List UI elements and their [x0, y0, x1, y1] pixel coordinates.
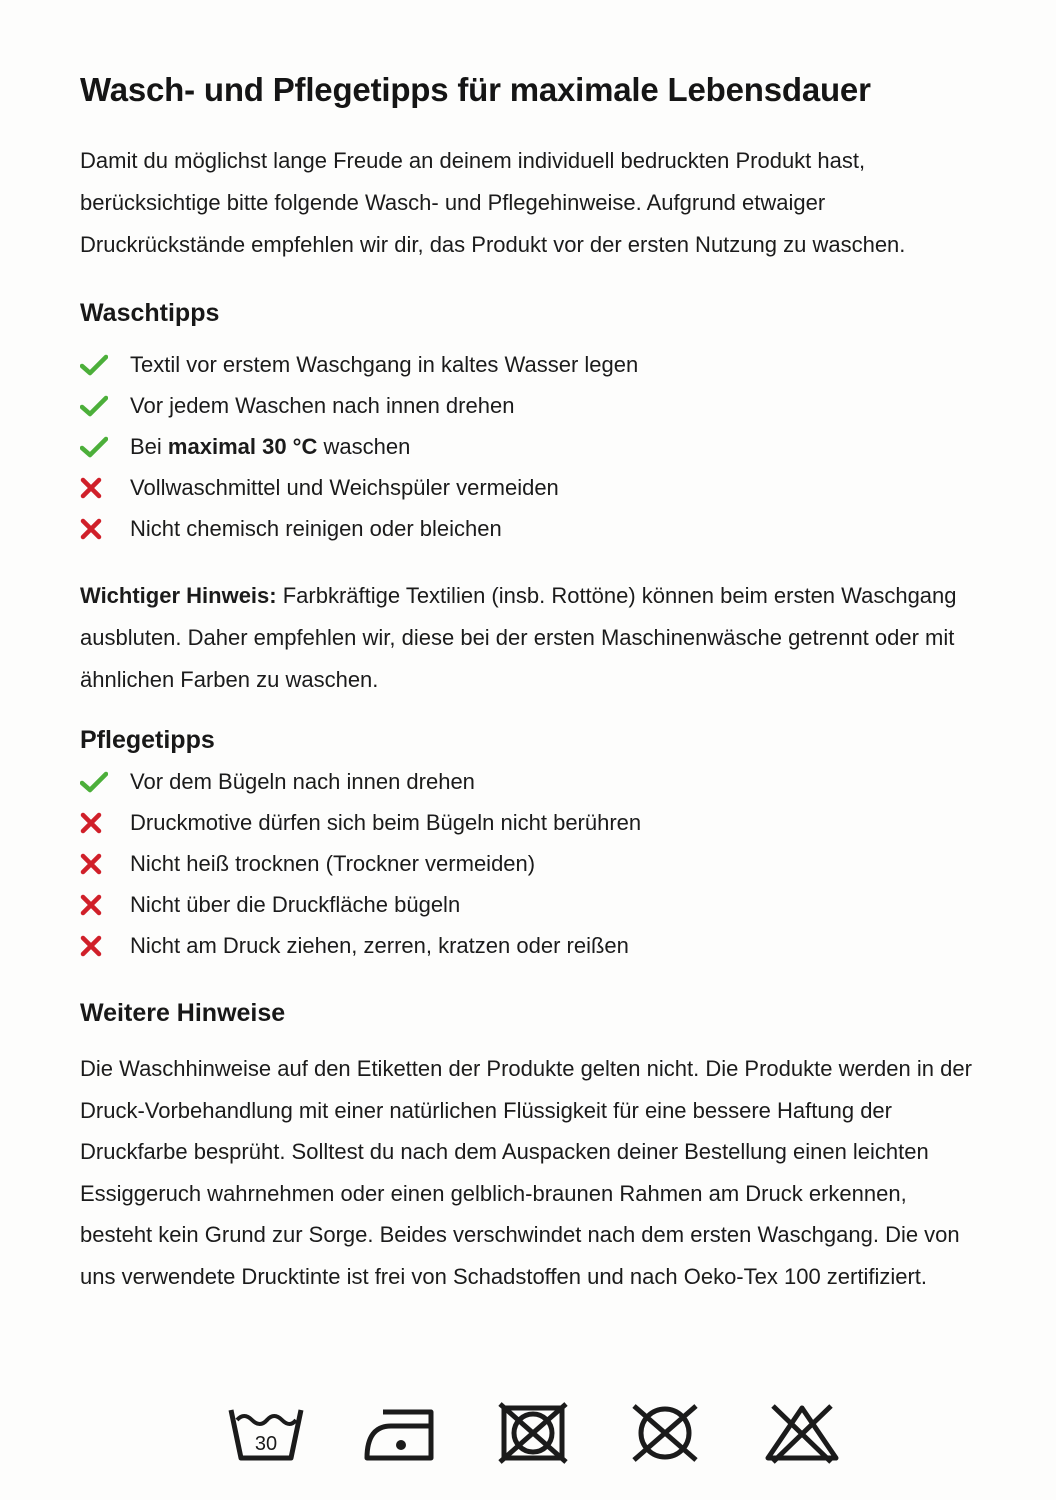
wash-30-icon — [228, 1400, 304, 1462]
cross-icon — [80, 477, 130, 499]
iron-low-icon — [363, 1408, 435, 1462]
waschtipps-heading: Waschtipps — [80, 299, 220, 327]
no-bleach-icon — [763, 1402, 841, 1464]
list-item-text: Nicht am Druck ziehen, zerren, kratzen oder reißen — [130, 932, 629, 958]
temperature-highlight: maximal 30 °C — [167, 433, 318, 459]
list-item-text: Bei maximal 30 °C waschen — [130, 433, 411, 459]
pflegetipps-list — [80, 761, 980, 966]
important-note-text: Farbkräftige Textilien (insb. Rottöne) können beim ersten Waschgang ausbluten. Daher empfehlen wir, diese bei der ersten Maschinenwäsche getrennt oder mit ähnlichen Farben zu waschen. — [80, 583, 963, 692]
cross-icon — [80, 518, 130, 540]
list-item — [80, 426, 980, 467]
list-item-text: Vor dem Bügeln nach innen drehen — [130, 768, 475, 794]
check-icon — [80, 395, 130, 417]
list-item — [80, 508, 980, 549]
page-title: Wasch- und Pflegetipps für maximale Lebensdauer — [80, 71, 871, 108]
care-symbols-row — [228, 1400, 848, 1470]
list-item-text: Nicht chemisch reinigen oder bleichen — [130, 515, 502, 541]
important-note — [80, 575, 975, 701]
list-item-text: Vollwaschmittel und Weichspüler vermeiden — [130, 474, 559, 500]
weitere-hinweise-text: Die Waschhinweise auf den Etiketten der Produkte gelten nicht. Die Produkte werden in der Druck-Vorbehandlung mit einer natürlichen Flüssigkeit für eine bessere Haftung der Druckfarbe besprüht. Solltest du nach dem Auspacken deiner Bestellung einen leichten Essiggeruch wahrnehmen oder einen gelblich-braunen Rahmen am Druck erkennen, besteht kein Grund zur Sorge. Beides verschwindet nach dem ersten Waschgang. Die von uns verwendete Drucktinte ist frei von Schadstoffen und nach Oeko-Tex 100 zertifiziert. — [80, 1056, 972, 1289]
list-item-text: Nicht heiß trocknen (Trockner vermeiden) — [130, 850, 536, 876]
check-icon — [80, 354, 130, 376]
list-item — [80, 467, 980, 508]
waschtipps-list — [80, 344, 980, 549]
cross-icon — [80, 935, 130, 957]
check-icon — [80, 436, 130, 458]
cross-icon — [80, 812, 130, 834]
cross-icon — [80, 894, 130, 916]
list-item-text: Textil vor erstem Waschgang in kaltes Wasser legen — [130, 351, 639, 377]
list-item — [80, 802, 980, 843]
list-item — [80, 925, 980, 966]
intro-paragraph: Damit du möglichst lange Freude an deinem individuell bedruckten Produkt hast, berücksichtige bitte folgende Wasch- und Pflegehinweise. Aufgrund etwaiger Druckrückstände empfehlen wir dir, das Produkt vor der ersten Nutzung zu waschen. — [80, 148, 906, 257]
wash-temperature: 30 — [254, 1433, 278, 1455]
list-item — [80, 344, 980, 385]
weitere-hinweise-heading: Weitere Hinweise — [80, 999, 286, 1027]
list-item — [80, 385, 980, 426]
check-icon — [80, 771, 130, 793]
list-item-text: Druckmotive dürfen sich beim Bügeln nicht berühren — [130, 809, 642, 835]
list-item — [80, 761, 980, 802]
care-instructions-card — [80, 68, 980, 1297]
list-item — [80, 843, 980, 884]
no-dry-clean-icon — [628, 1402, 702, 1464]
list-item-text: Vor jedem Waschen nach innen drehen — [130, 392, 515, 418]
list-item — [80, 884, 980, 925]
pflegetipps-heading: Pflegetipps — [80, 726, 215, 754]
no-tumble-dry-icon — [496, 1402, 570, 1464]
important-note-label: Wichtiger Hinweis: — [80, 583, 277, 608]
list-item-text: Nicht über die Druckfläche bügeln — [130, 891, 461, 917]
cross-icon — [80, 853, 130, 875]
